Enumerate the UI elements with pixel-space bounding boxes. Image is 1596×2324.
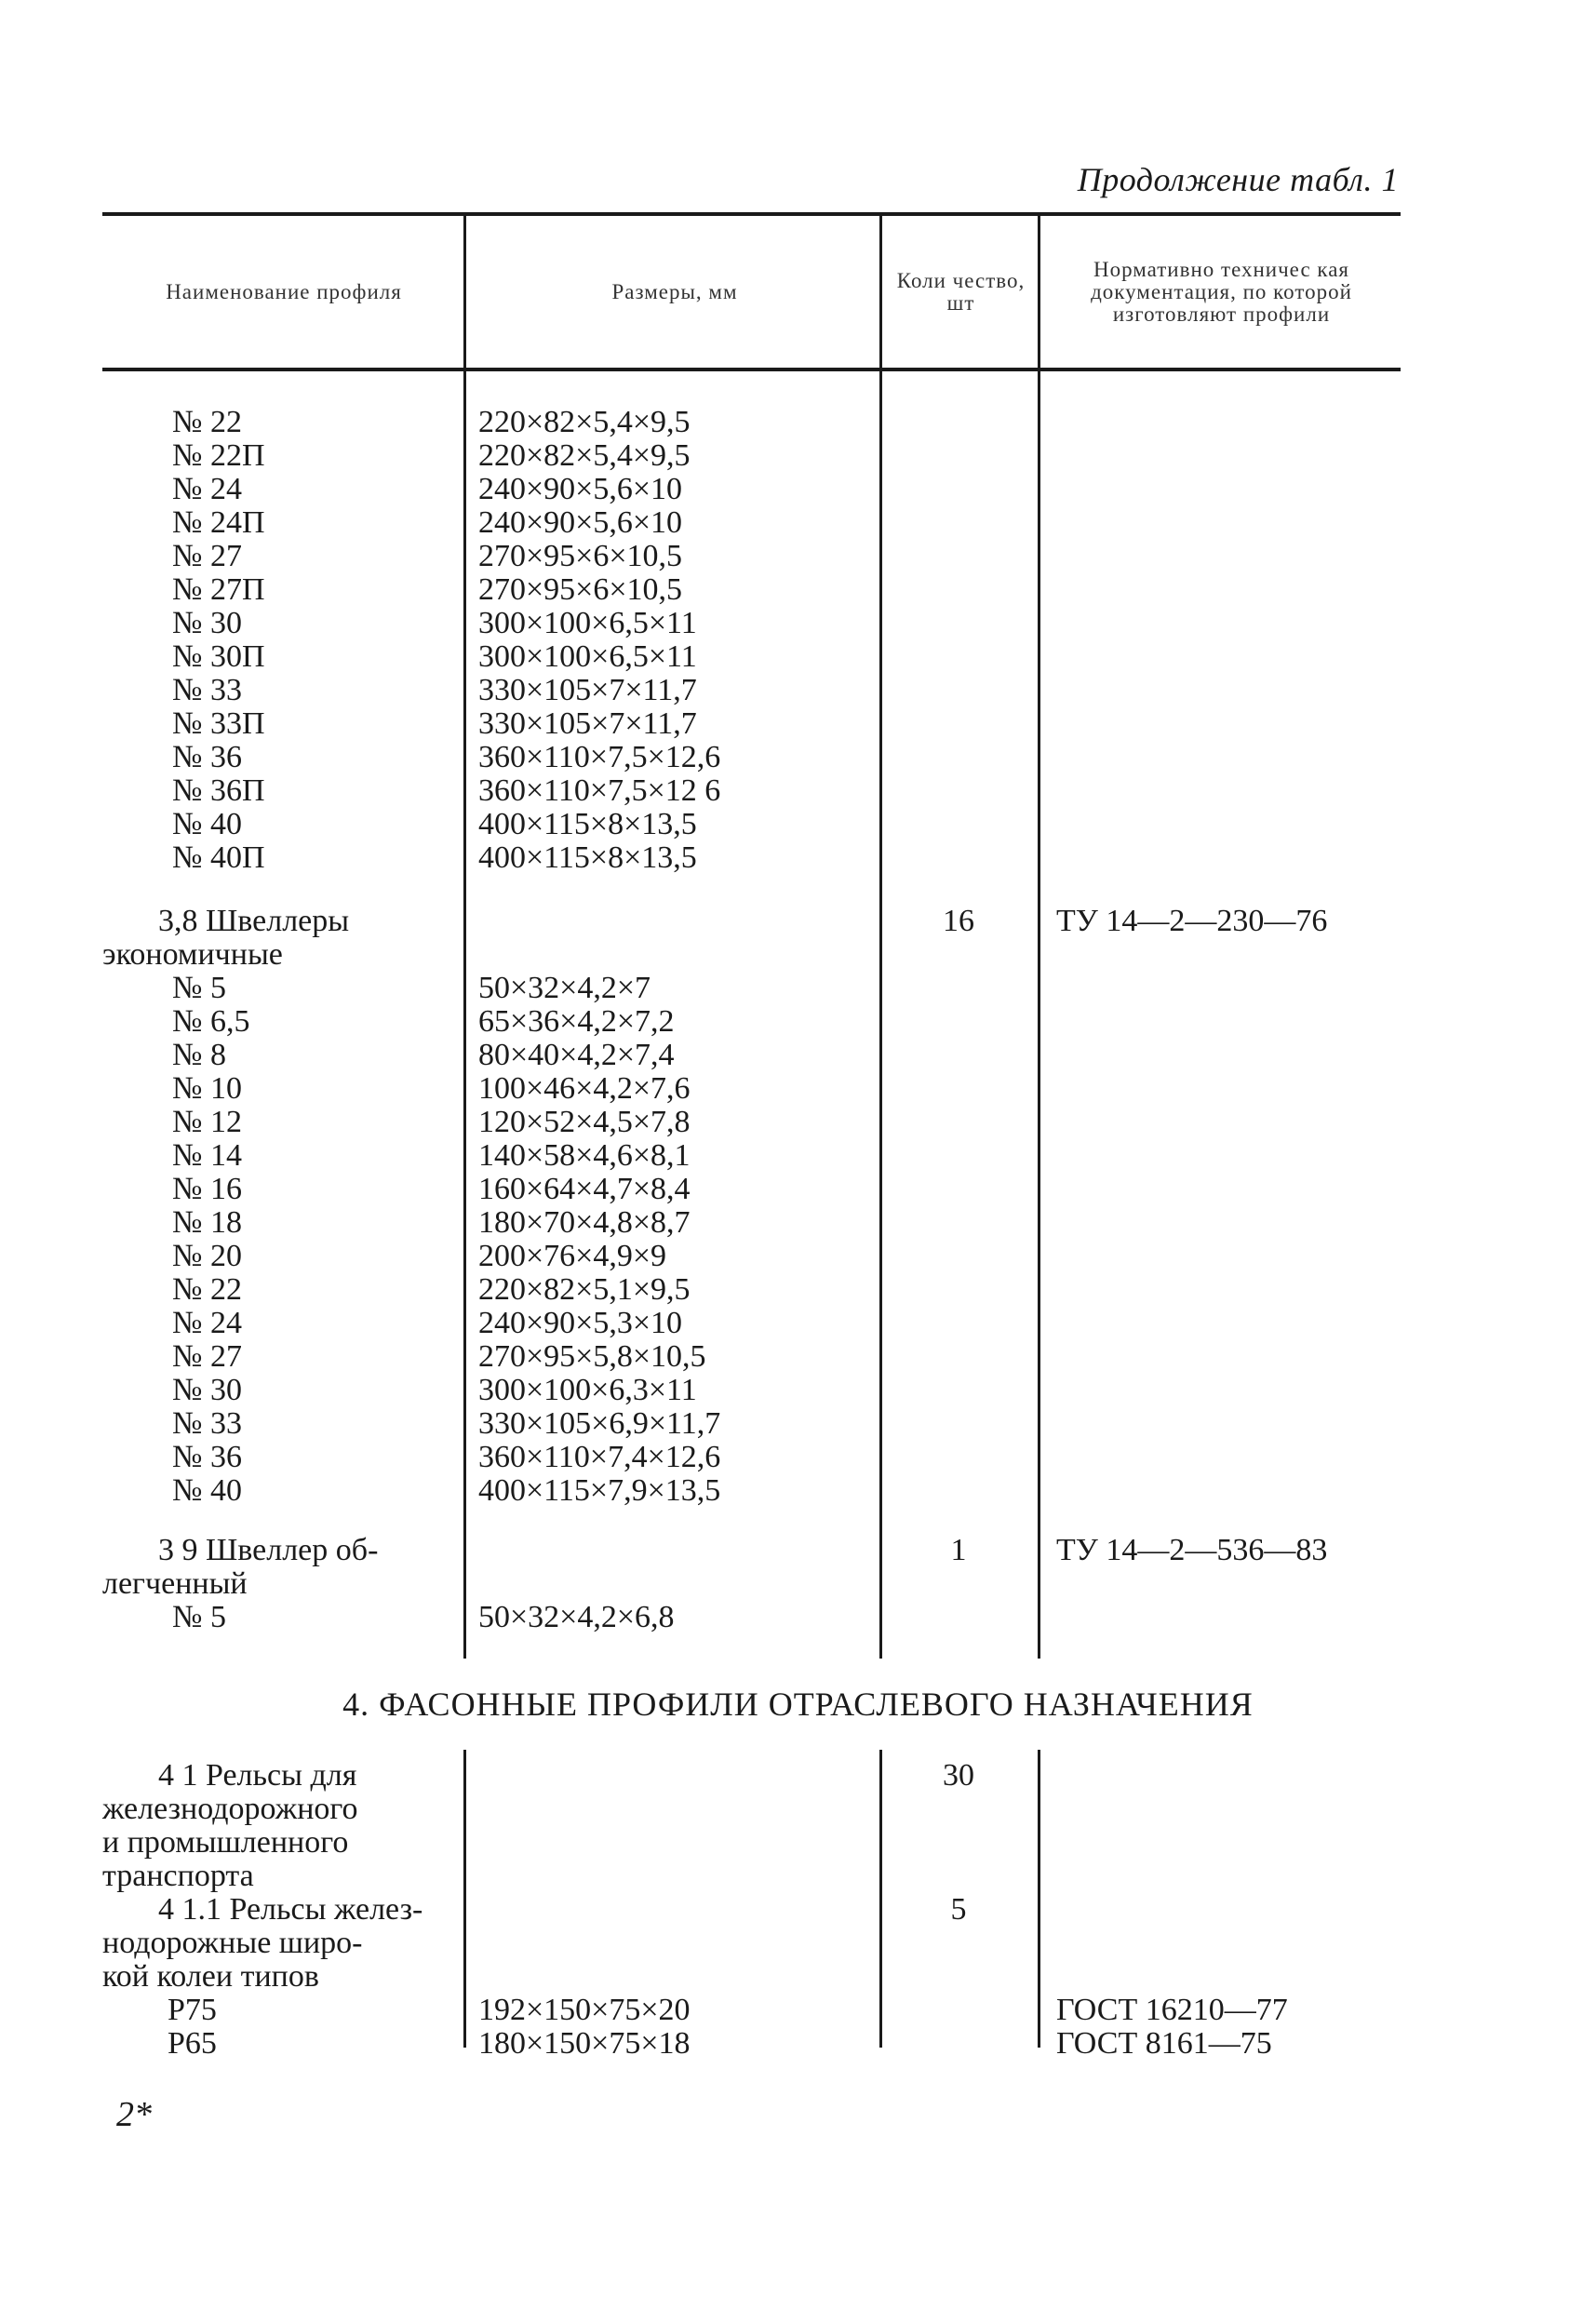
table-row-name: № 6,5 — [172, 1004, 250, 1039]
group-4-1-1-count: 5 — [950, 1892, 967, 1927]
group-3-9-title: 3 9 Швеллер об- — [158, 1533, 379, 1567]
header-col-count: Коли чество, шт — [896, 268, 1026, 315]
table-row-size: 330×105×7×11,7 — [478, 673, 697, 707]
rail-type-size: 180×150×75×18 — [478, 2026, 691, 2061]
table-row-size: 120×52×4,5×7,8 — [478, 1105, 691, 1139]
table-row-name: № 10 — [172, 1071, 242, 1106]
col-rule-2 — [879, 216, 882, 1659]
table-row-size: 240×90×5,6×10 — [478, 505, 683, 540]
rail-type-name: Р75 — [168, 1993, 217, 2027]
group-3-8-doc: ТУ 14—2—230—76 — [1056, 904, 1328, 938]
table-row-size: 330×105×7×11,7 — [478, 706, 697, 741]
table-row-name: № 16 — [172, 1172, 242, 1206]
table-row-name: № 24 — [172, 1306, 242, 1340]
table-row-size: 300×100×6,3×11 — [478, 1373, 697, 1407]
group-4-1-title-cont: и промышленного — [102, 1825, 349, 1860]
table-row-size: 400×115×8×13,5 — [478, 807, 697, 841]
table-row-name: № 30 — [172, 1373, 242, 1407]
table-row-size: 200×76×4,9×9 — [478, 1239, 667, 1273]
table-row-size: 240×90×5,6×10 — [478, 472, 683, 506]
table-continuation-caption: Продолжение табл. 1 — [1077, 161, 1399, 198]
table-row-name: № 24П — [172, 505, 265, 540]
section-4-title: 4. ФАСОННЫЕ ПРОФИЛИ ОТРАСЛЕВОГО НАЗНАЧЕНИЯ — [342, 1686, 1254, 1723]
group-4-1-title: 4 1 Рельсы для — [158, 1758, 357, 1793]
table-row-size: 240×90×5,3×10 — [478, 1306, 683, 1340]
table-row-name: № 40П — [172, 840, 265, 875]
group-3-8-count: 16 — [943, 904, 974, 938]
group-3-9-count: 1 — [950, 1533, 967, 1567]
table-row-size: 65×36×4,2×7,2 — [478, 1004, 675, 1039]
table-row-name: № 33 — [172, 1406, 242, 1441]
table-row-name: № 40 — [172, 1473, 242, 1508]
table-row-size: 270×95×5,8×10,5 — [478, 1339, 706, 1374]
table-row-name: № 36 — [172, 1440, 242, 1474]
table-row-size: 160×64×4,7×8,4 — [478, 1172, 691, 1206]
group-4-1-1-title-cont: кой колеи типов — [102, 1959, 319, 1994]
group-3-9-doc: ТУ 14—2—536—83 — [1056, 1533, 1328, 1567]
table-row-name: № 36 — [172, 740, 242, 774]
table-row-size: 50×32×4,2×6,8 — [478, 1600, 675, 1634]
group-3-8-title-cont: экономичные — [102, 937, 283, 972]
table-row-name: № 33 — [172, 673, 242, 707]
rail-type-name: Р65 — [168, 2026, 217, 2061]
table-row-size: 50×32×4,2×7 — [478, 971, 651, 1005]
col-rule-3 — [1038, 216, 1040, 1659]
group-3-8-title: 3,8 Швеллеры — [158, 904, 350, 938]
page-signature-mark: 2* — [116, 2095, 152, 2134]
table-row-size: 220×82×5,4×9,5 — [478, 438, 691, 473]
table-row-name: № 33П — [172, 706, 265, 741]
table-row-name: № 18 — [172, 1205, 242, 1240]
rail-type-doc: ГОСТ 8161—75 — [1056, 2026, 1272, 2061]
table-row-size: 80×40×4,2×7,4 — [478, 1038, 675, 1072]
group-4-1-title-cont: железнодорожного — [102, 1792, 358, 1826]
table-row-size: 140×58×4,6×8,1 — [478, 1138, 691, 1173]
col-rule-2-sec4 — [879, 1750, 882, 2048]
table-row-size: 300×100×6,5×11 — [478, 639, 697, 674]
table-row-size: 180×70×4,8×8,7 — [478, 1205, 691, 1240]
table-row-size: 300×100×6,5×11 — [478, 606, 697, 640]
table-row-name: № 14 — [172, 1138, 242, 1173]
table-row-name: № 22П — [172, 438, 265, 473]
table-row-size: 360×110×7,4×12,6 — [478, 1440, 721, 1474]
table-row-name: № 22 — [172, 405, 242, 439]
rail-type-size: 192×150×75×20 — [478, 1993, 691, 2027]
table-row-name: № 12 — [172, 1105, 242, 1139]
table-row-name: № 5 — [172, 971, 226, 1005]
table-row-size: 400×115×7,9×13,5 — [478, 1473, 721, 1508]
header-col-size: Размеры, мм — [611, 279, 738, 303]
table-row-name: № 20 — [172, 1239, 242, 1273]
group-4-1-title-cont: транспорта — [102, 1859, 254, 1893]
table-row-name: № 8 — [172, 1038, 226, 1072]
table-row-name: № 27 — [172, 539, 242, 573]
table-row-name: № 24 — [172, 472, 242, 506]
header-bottom-rule — [102, 368, 1401, 371]
col-rule-3-sec4 — [1038, 1750, 1040, 2048]
table-row-size: 270×95×6×10,5 — [478, 572, 683, 607]
group-4-1-count: 30 — [943, 1758, 974, 1793]
header-col-name: Наименование профиля — [166, 279, 402, 303]
rail-type-doc: ГОСТ 16210—77 — [1056, 1993, 1288, 2027]
table-row-name: № 5 — [172, 1600, 226, 1634]
group-3-9-title-cont: легченный — [102, 1566, 248, 1601]
table-row-name: № 40 — [172, 807, 242, 841]
table-row-name: № 30 — [172, 606, 242, 640]
header-col-doc: Нормативно техничес кая документация, по которой изготовляют профили — [1091, 257, 1352, 326]
table-row-name: № 27 — [172, 1339, 242, 1374]
table-row-size: 270×95×6×10,5 — [478, 539, 683, 573]
group-4-1-1-title: 4 1.1 Рельсы желез- — [158, 1892, 423, 1927]
table-row-size: 330×105×6,9×11,7 — [478, 1406, 721, 1441]
table-row-name: № 30П — [172, 639, 265, 674]
table-row-name: № 27П — [172, 572, 265, 607]
table-row-size: 400×115×8×13,5 — [478, 840, 697, 875]
table-row-name: № 22 — [172, 1272, 242, 1307]
table-row-size: 100×46×4,2×7,6 — [478, 1071, 691, 1106]
table-row-size: 360×110×7,5×12,6 — [478, 740, 721, 774]
table-row-size: 220×82×5,1×9,5 — [478, 1272, 691, 1307]
table-row-name: № 36П — [172, 773, 265, 808]
table-row-size: 220×82×5,4×9,5 — [478, 405, 691, 439]
table-row-size: 360×110×7,5×12 6 — [478, 773, 721, 808]
group-4-1-1-title-cont: нодорожные широ- — [102, 1926, 363, 1960]
